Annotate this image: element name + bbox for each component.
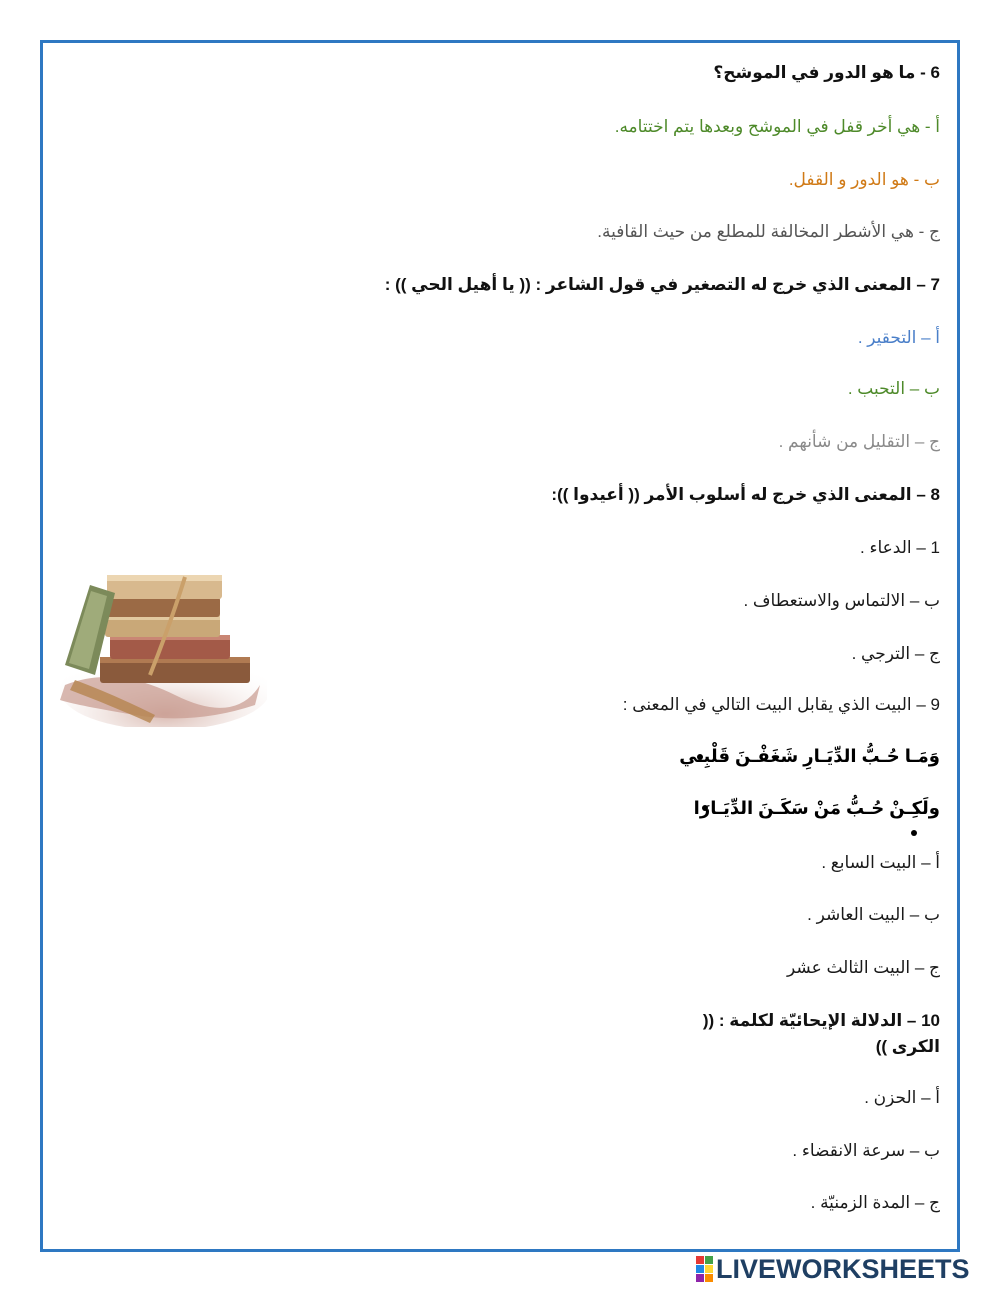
- question-9-title: 9 – البيت الذي يقابل البيت التالي في المعنى :: [622, 695, 940, 714]
- question-9-option-b[interactable]: ب – البيت العاشر .: [807, 905, 940, 924]
- question-6-option-a[interactable]: أ - هي أخر قفل في الموشح وبعدها يتم اختتامه.: [614, 117, 940, 136]
- liveworksheets-logo: [696, 1254, 970, 1284]
- question-9-option-c[interactable]: ج – البيت الثالث عشر: [787, 958, 940, 977]
- verse-line-1: وَمَـا حُـبُّ الدِّيَـارِ شَغَفْـنَ قَلْبِـي: [679, 746, 940, 766]
- question-10-option-c[interactable]: ج – المدة الزمنيّة .: [810, 1193, 940, 1212]
- question-7-option-b[interactable]: ب – التحبب .: [847, 379, 940, 398]
- question-8-option-c[interactable]: ج – الترجي .: [851, 644, 940, 663]
- logo-grid-icon: [696, 1256, 713, 1282]
- question-10-option-b[interactable]: ب – سرعة الانقضاء .: [792, 1141, 940, 1160]
- brand-name: LIVEWORKSHEETS: [716, 1253, 970, 1284]
- question-6-option-c[interactable]: ج - هي الأشطر المخالفة للمطلع من حيث القافية.: [597, 222, 940, 241]
- question-9-option-a[interactable]: أ – البيت السابع .: [821, 853, 940, 872]
- question-10-title-line-1: 10 – الدلالة الإيحائيّة لكلمة : ((: [702, 1011, 940, 1030]
- book-shape: [100, 597, 220, 617]
- verse-line-2: ولَكِـنْ حُـبُّ مَنْ سَكَـنَ الدِّيَـارَا: [693, 798, 940, 818]
- bullet-icon: [911, 830, 917, 836]
- question-7-option-a[interactable]: أ – التحقير .: [857, 328, 940, 347]
- question-6-title: 6 - ما هو الدور في الموشح؟: [713, 63, 940, 82]
- question-8-title: 8 – المعنى الذي خرج له أسلوب الأمر (( أعيدوا )):: [551, 485, 940, 504]
- question-8-option-b[interactable]: ب – الالتماس والاستعطاف .: [743, 591, 940, 610]
- question-10-title-line-2: الكرى )): [875, 1037, 940, 1056]
- books-illustration: [55, 565, 267, 727]
- question-7-option-c[interactable]: ج – التقليل من شأنهم .: [778, 432, 940, 451]
- book-shape: [107, 575, 222, 581]
- question-7-title: 7 – المعنى الذي خرج له التصغير في قول الشاعر : (( يا أهيل الحي )) :: [384, 275, 940, 294]
- question-6-option-b[interactable]: ب - هو الدور و القفل.: [788, 170, 940, 189]
- question-10-option-a[interactable]: أ – الحزن .: [864, 1088, 940, 1107]
- question-8-option-a[interactable]: 1 – الدعاء .: [860, 538, 940, 557]
